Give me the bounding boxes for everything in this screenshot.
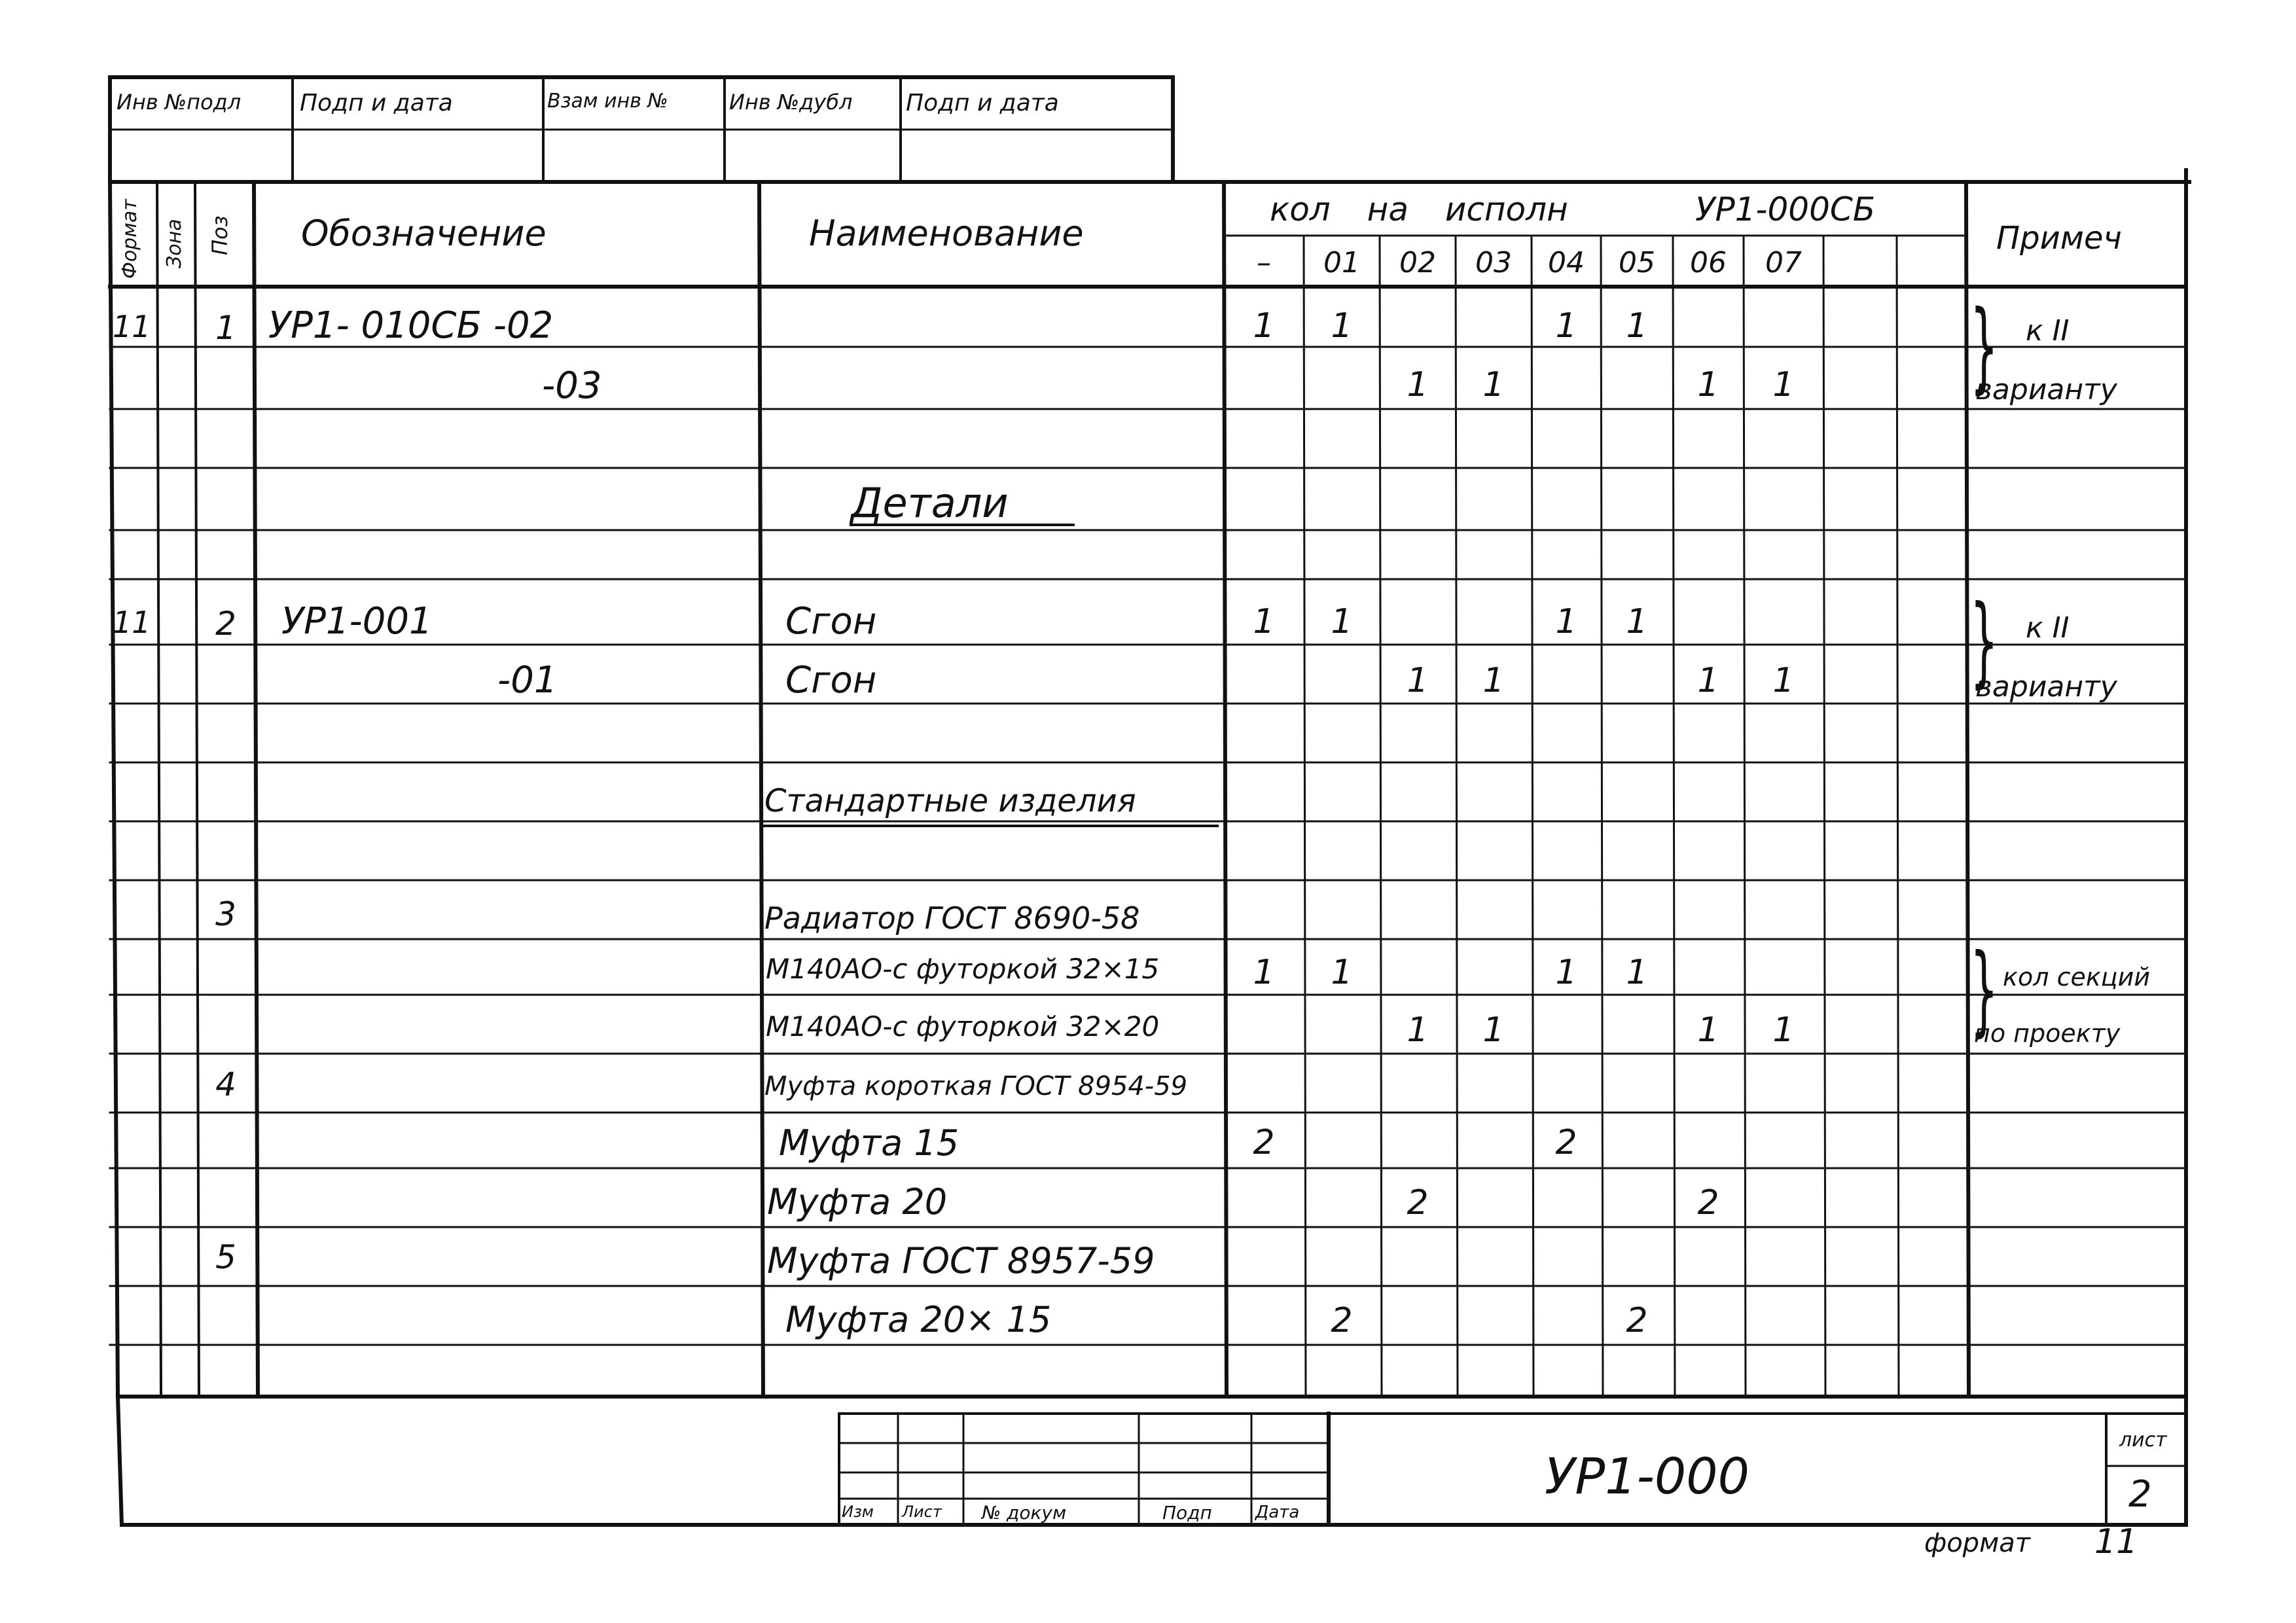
row2-q3: 1 <box>1482 365 1505 404</box>
row7-q3: 1 <box>1482 1010 1505 1050</box>
variant-03: 03 <box>1475 246 1512 279</box>
row8-pos: 4 <box>215 1065 236 1103</box>
variant-01: 01 <box>1323 246 1360 279</box>
title-col-doc: № докум <box>982 1502 1067 1524</box>
row6-q1: 1 <box>1331 953 1353 992</box>
header-pos: Поз <box>207 215 232 255</box>
row6-brace-icon: } <box>1970 933 1998 1047</box>
row7-q2: 1 <box>1407 1010 1429 1050</box>
row3-q1: 1 <box>1331 602 1353 641</box>
variant-05: 05 <box>1619 246 1655 279</box>
title-sheet-number: 2 <box>2128 1473 2152 1516</box>
row1-pos: 1 <box>215 309 236 347</box>
row6-q5: 1 <box>1626 953 1648 992</box>
row4-q2: 1 <box>1407 661 1429 700</box>
stamp-podp-data-2: Подп и дата <box>906 90 1059 116</box>
header-qty-title: кол на исполн <box>1270 190 1568 228</box>
row3-name: Сгон <box>785 600 877 643</box>
row1-brace-icon: } <box>1970 290 1998 404</box>
row1-q4: 1 <box>1555 306 1577 346</box>
stamp-inv-podl: Инв №подл <box>117 90 242 115</box>
row5-name: Радиатор ГОСТ 8690-58 <box>764 901 1140 936</box>
row6-name: М140АО-с футоркой 32×15 <box>766 953 1160 985</box>
footer-format-label: формат <box>1924 1528 2031 1558</box>
stamp-inv-dubl: Инв №дубл <box>729 90 853 115</box>
row6-q4: 1 <box>1555 953 1577 992</box>
row5-pos: 3 <box>215 895 236 933</box>
row3-q4: 1 <box>1555 602 1577 641</box>
row1-q1: 1 <box>1331 306 1353 346</box>
row4-name: Сгон <box>785 659 877 702</box>
row3-format: 11 <box>113 605 151 640</box>
row6-q0: 1 <box>1253 953 1275 992</box>
row9-name: Муфта 15 <box>779 1122 960 1164</box>
row1-q5: 1 <box>1626 306 1648 346</box>
row7-name: М140АО-с футоркой 32×20 <box>766 1010 1160 1043</box>
row2-q2: 1 <box>1407 365 1429 404</box>
row1-format: 11 <box>113 309 151 344</box>
header-qty-doc: УР1-000СБ <box>1695 190 1876 228</box>
row10-q6: 2 <box>1697 1183 1719 1222</box>
header-format: Формат <box>118 199 141 279</box>
header-zone: Зона <box>163 219 186 268</box>
row3-note: к II <box>2026 611 2070 645</box>
row11-pos: 5 <box>215 1238 236 1276</box>
row3-pos: 2 <box>215 605 236 643</box>
row4-note: варианту <box>1975 670 2117 704</box>
variant-06: 06 <box>1690 246 1727 279</box>
title-col-data: Дата <box>1255 1503 1300 1522</box>
row1-q0: 1 <box>1253 306 1275 346</box>
row6-note: кол секций <box>2003 963 2151 991</box>
section-parts-heading: Детали <box>851 479 1009 527</box>
stamp-vzam-inv: Взам инв № <box>547 90 668 113</box>
title-col-list: Лист <box>902 1503 942 1521</box>
row7-note: по проекту <box>1974 1019 2121 1048</box>
row4-q3: 1 <box>1482 661 1505 700</box>
row1-note: к II <box>2026 314 2070 348</box>
row7-q6: 1 <box>1697 1010 1719 1050</box>
row2-q7: 1 <box>1772 365 1795 404</box>
row12-name: Муфта 20× 15 <box>785 1299 1052 1340</box>
title-doc-number: УР1-000 <box>1545 1447 1749 1505</box>
row3-q5: 1 <box>1626 602 1648 641</box>
header-name: Наименование <box>809 213 1084 254</box>
row7-q7: 1 <box>1772 1010 1795 1050</box>
row3-q0: 1 <box>1253 602 1275 641</box>
row9-q4: 2 <box>1555 1123 1577 1162</box>
row3-designation: УР1-001 <box>281 600 433 643</box>
header-designation: Обозначение <box>301 213 547 254</box>
title-col-podp: Подп <box>1162 1502 1212 1524</box>
footer-format-value: 11 <box>2094 1522 2138 1561</box>
row2-note: варианту <box>1975 373 2117 406</box>
row3-brace-icon: } <box>1970 584 1998 698</box>
row4-q6: 1 <box>1697 661 1719 700</box>
title-col-izm: Изм <box>842 1503 874 1521</box>
header-note: Примеч <box>1996 220 2122 257</box>
variant-07: 07 <box>1765 246 1802 279</box>
row12-q5: 2 <box>1626 1301 1648 1340</box>
row4-q7: 1 <box>1772 661 1795 700</box>
section-standard-heading: Стандартные изделия <box>764 783 1136 819</box>
row12-q1: 2 <box>1331 1301 1353 1340</box>
stamp-podp-data-1: Подп и дата <box>300 90 453 116</box>
variant-04: 04 <box>1548 246 1585 279</box>
row1-designation: УР1- 010СБ -02 <box>268 304 554 347</box>
variant-02: 02 <box>1399 246 1436 279</box>
title-sheet-label: лист <box>2119 1429 2167 1452</box>
row8-name: Муфта короткая ГОСТ 8954-59 <box>764 1071 1188 1101</box>
variant-base: – <box>1257 246 1271 279</box>
row10-name: Муфта 20 <box>767 1181 948 1222</box>
row10-q2: 2 <box>1407 1183 1429 1222</box>
row2-designation: -03 <box>542 365 602 407</box>
row11-name: Муфта ГОСТ 8957-59 <box>767 1240 1155 1281</box>
row2-q6: 1 <box>1697 365 1719 404</box>
row4-designation: -01 <box>497 659 558 702</box>
row9-q0: 2 <box>1253 1123 1275 1162</box>
